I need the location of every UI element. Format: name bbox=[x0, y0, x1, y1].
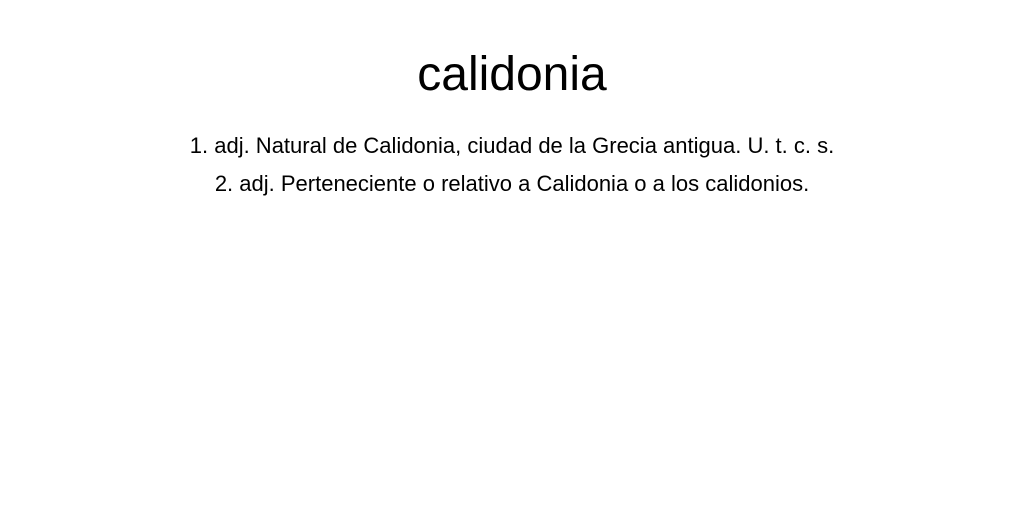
definition-item: 2. adj. Perteneciente o relativo a Calidonia o a los calidonios. bbox=[214, 171, 810, 196]
definition-item: 1. adj. Natural de Calidonia, ciudad de la Grecia antigua. U. t. c. s. bbox=[189, 133, 835, 158]
headword-title: calidonia bbox=[417, 48, 607, 101]
definition-list bbox=[0, 127, 1024, 203]
